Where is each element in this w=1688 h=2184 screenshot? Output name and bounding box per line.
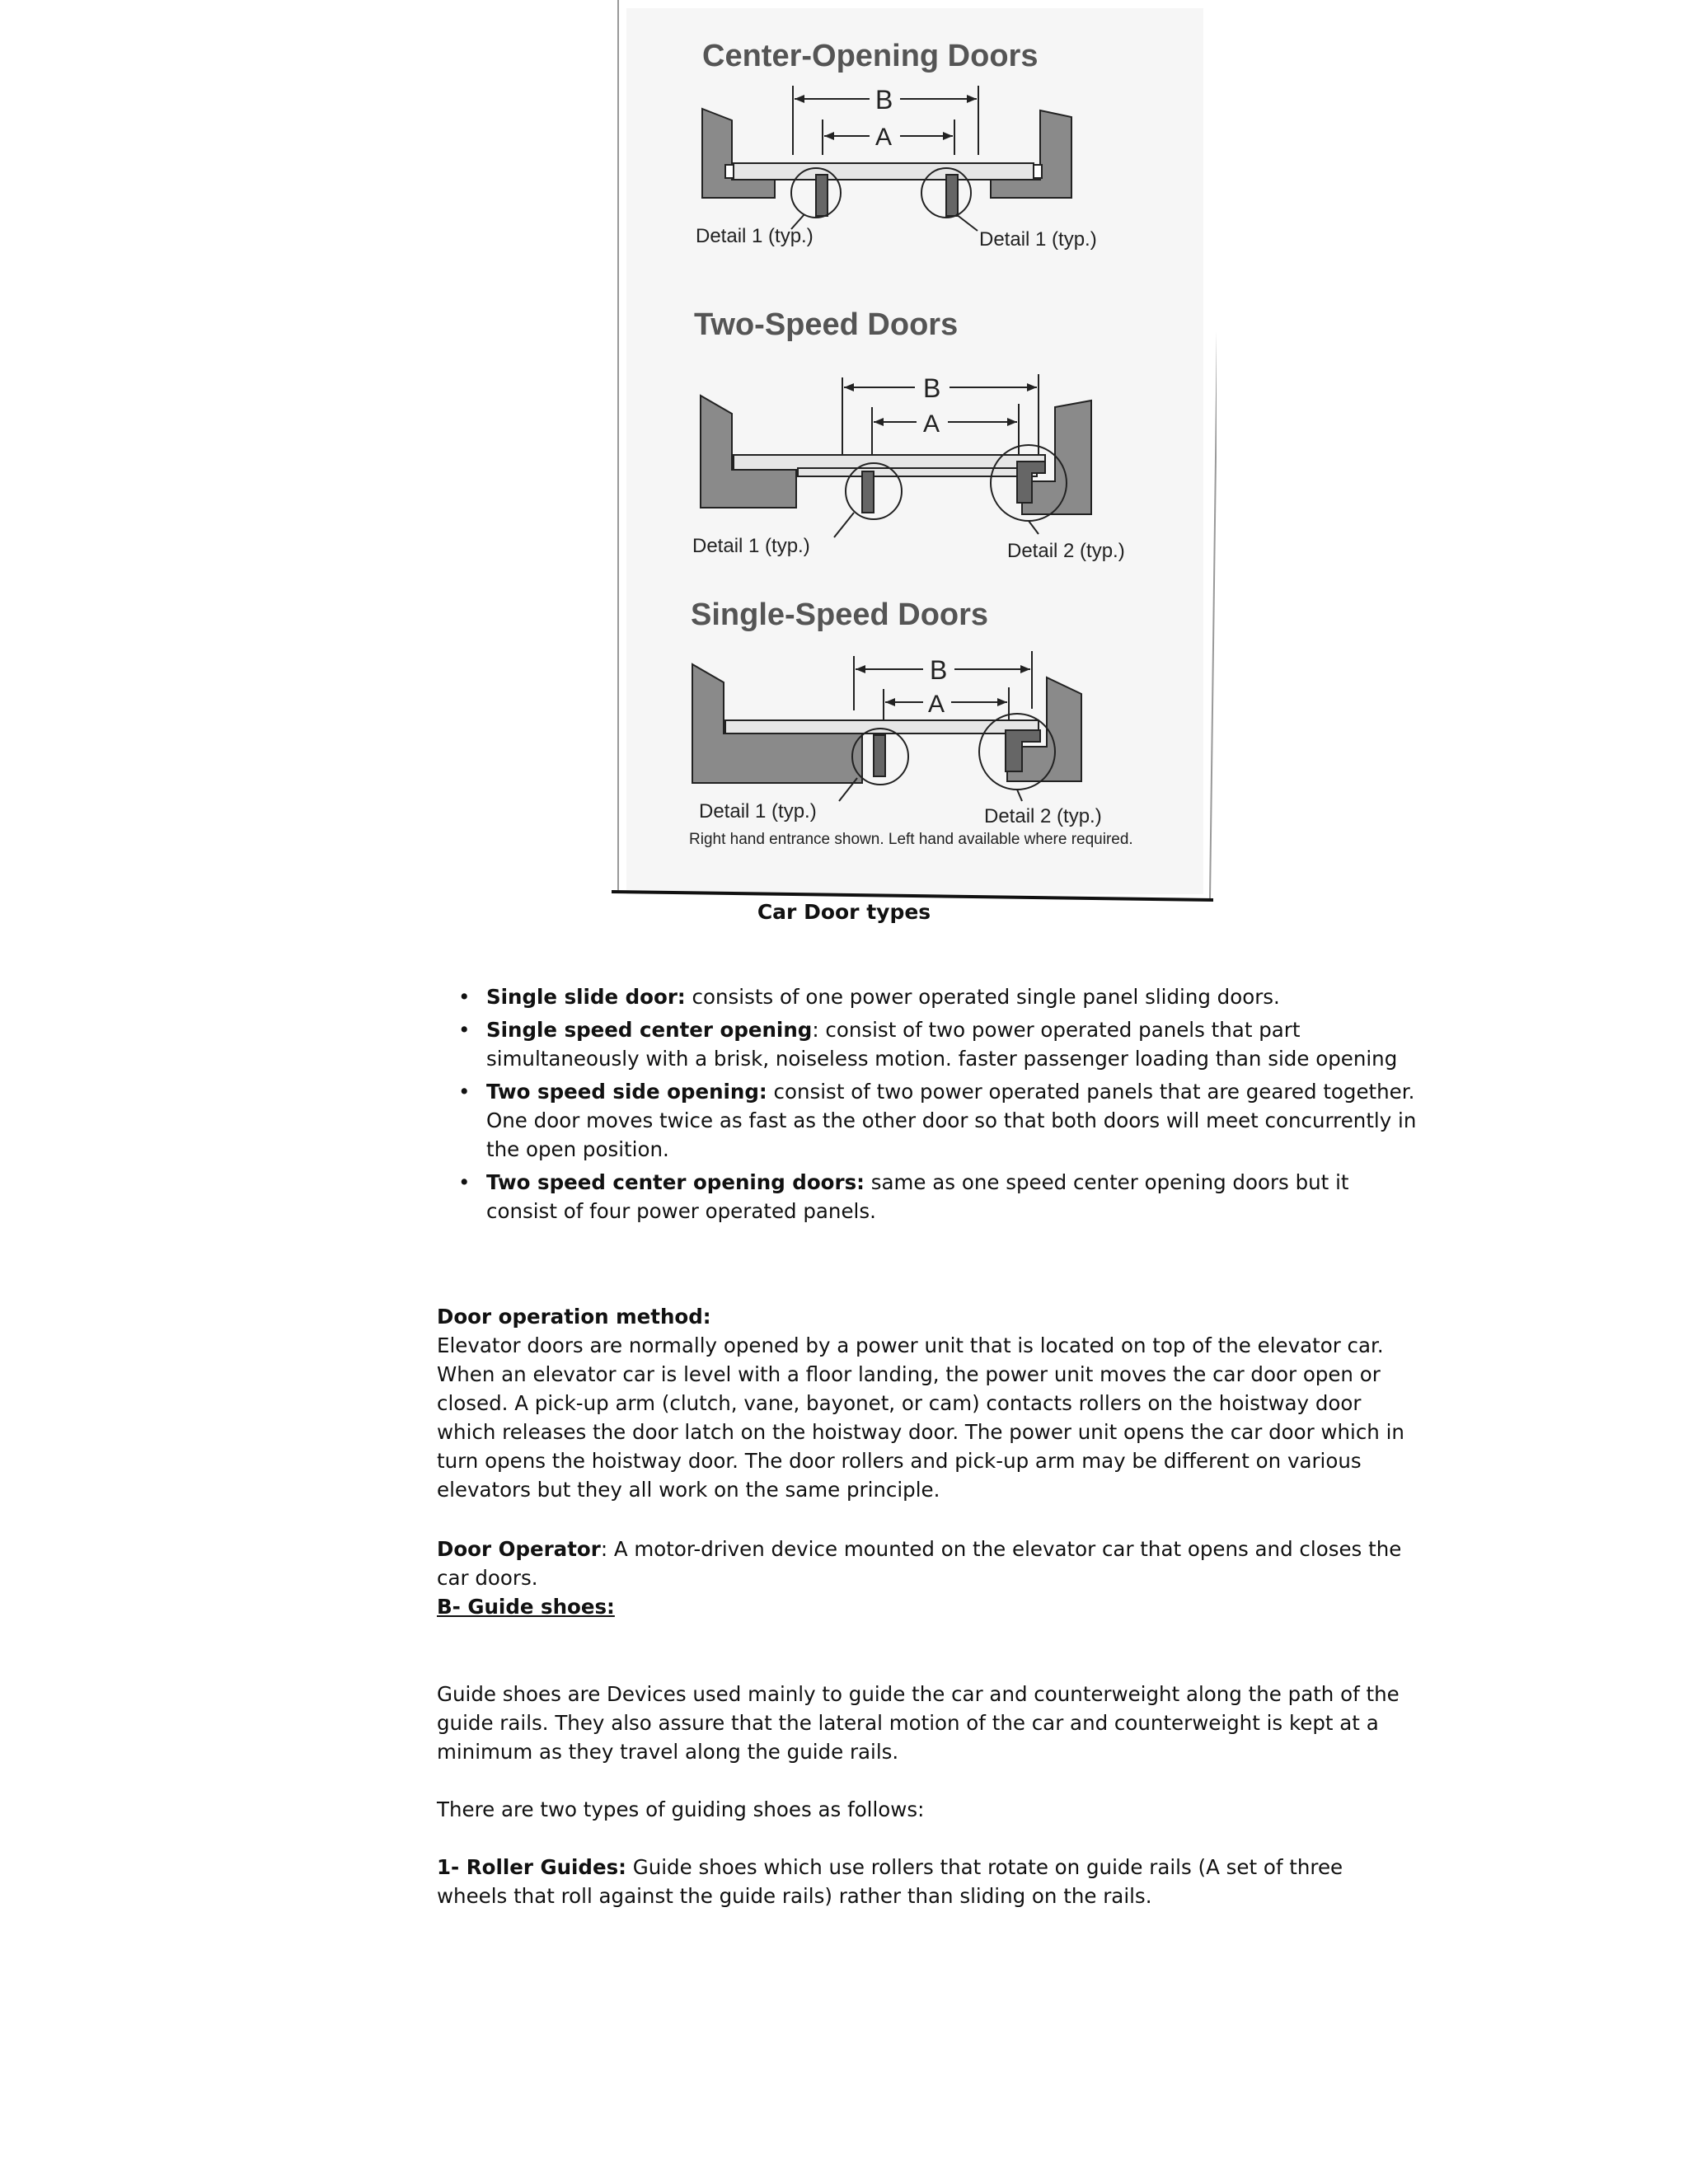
roller-guides-text: Guide shoes which use rollers that rotate on guide rails (A set of three wheels that roll against the guide rails) rather than sliding on the rails.: [437, 1855, 1343, 1908]
list-item-desc: consist of two power operated panels that are geared together. One door moves twice as fast as the other door so that both doors will meet concurrently in the open position.: [486, 1080, 1417, 1161]
guide-shoes-types-intro-block: [437, 1795, 1418, 1824]
door-operator-section: [437, 1535, 1418, 1592]
detail-label-left: Detail 1 (typ.): [696, 225, 814, 247]
bullet-icon: •: [458, 1018, 471, 1042]
figure-caption: Car Door types: [757, 900, 931, 924]
dim-a-label: A: [923, 410, 940, 438]
guide-shoes-heading: B- Guide shoes:: [437, 1595, 615, 1619]
door-operation-text: Elevator doors are normally opened by a power unit that is located on top of the elevator car. When an elevator car is level with a floor landing, the power unit moves the car door open or closed. A pick-up arm (clutch, vane, bayonet, or cam) contacts rollers on the hoistway door which releases the door latch on the hoistway door. The power unit opens the car door which in turn opens the hoistway door. The door rollers and pick-up arm may be different on various elevators but they all work on the same principle.: [437, 1333, 1404, 1502]
door-diagram: [610, 0, 1217, 907]
door-edge-left: [816, 175, 828, 216]
list-item-desc: same as one speed center opening doors but it consist of four power operated panels.: [486, 1170, 1349, 1223]
list-item-term: Two speed center opening doors:: [486, 1170, 865, 1194]
door-operation-heading: Door operation method:: [437, 1305, 711, 1329]
list-item-desc: : consist of two power operated panels that part simultaneously with a brisk, noiseless motion. faster passenger loading than side opening: [486, 1018, 1398, 1071]
door-edge-left: [862, 471, 874, 513]
dim-b-label: B: [923, 373, 941, 403]
door-edge-left: [874, 735, 885, 776]
list-item: [437, 1015, 1418, 1073]
guide-shoes-intro: Guide shoes are Devices used mainly to guide the car and counterweight along the path of the guide rails. They also assure that the lateral motion of the car and counterweight is kept at a minimum as they travel along the guide rails.: [437, 1682, 1400, 1764]
door-operator-term: Door Operator: [437, 1537, 601, 1561]
door-track: [725, 720, 1039, 733]
guide-shoes-heading-block: [437, 1592, 1418, 1621]
list-item-desc: consists of one power operated single panel sliding doors.: [685, 985, 1280, 1009]
section-title-single-speed: Single-Speed Doors: [691, 598, 989, 632]
track-end-left: [725, 165, 734, 178]
detail-label-right: Detail 2 (typ.): [984, 805, 1102, 827]
detail-label-left: Detail 1 (typ.): [692, 535, 810, 557]
door-track-inner: [798, 468, 1037, 476]
list-item: [437, 1077, 1418, 1164]
dim-b-label: B: [875, 85, 893, 115]
list-item: [437, 982, 1418, 1011]
dim-a-label: A: [875, 124, 893, 151]
bullet-icon: •: [458, 985, 471, 1009]
detail-label-right: Detail 2 (typ.): [1007, 540, 1125, 562]
door-types-list: [437, 982, 1418, 1226]
section-title-two-speed: Two-Speed Doors: [694, 307, 959, 342]
guide-shoes-intro-block: [437, 1680, 1418, 1766]
roller-guides-block: [437, 1853, 1418, 1910]
door-operation-section: [437, 1302, 1418, 1504]
list-item-term: Single speed center opening: [486, 1018, 813, 1042]
track-end-right: [1034, 165, 1042, 178]
door-types-section: [437, 982, 1418, 1230]
detail-label-right: Detail 1 (typ.): [979, 228, 1097, 251]
list-item-term: Single slide door:: [486, 985, 686, 1009]
bullet-icon: •: [458, 1170, 471, 1194]
list-item: [437, 1168, 1418, 1226]
car-door-types-figure: [610, 0, 1217, 907]
door-operator-text: : A motor-driven device mounted on the elevator car that opens and closes the car doors.: [437, 1537, 1402, 1590]
dim-b-label: B: [930, 655, 948, 685]
detail-label-left: Detail 1 (typ.): [699, 800, 817, 823]
door-track: [734, 163, 1034, 180]
figure-note: Right hand entrance shown. Left hand available where required.: [689, 831, 1133, 848]
section-title-center-opening: Center-Opening Doors: [702, 39, 1039, 73]
bullet-icon: •: [458, 1080, 471, 1104]
door-edge-right: [946, 175, 958, 216]
list-item-term: Two speed side opening:: [486, 1080, 767, 1104]
scan-edge-right: [1210, 16, 1217, 898]
dim-a-label: A: [928, 691, 945, 718]
guide-shoes-types-intro: There are two types of guiding shoes as follows:: [437, 1797, 925, 1821]
roller-guides-term: 1- Roller Guides:: [437, 1855, 626, 1879]
